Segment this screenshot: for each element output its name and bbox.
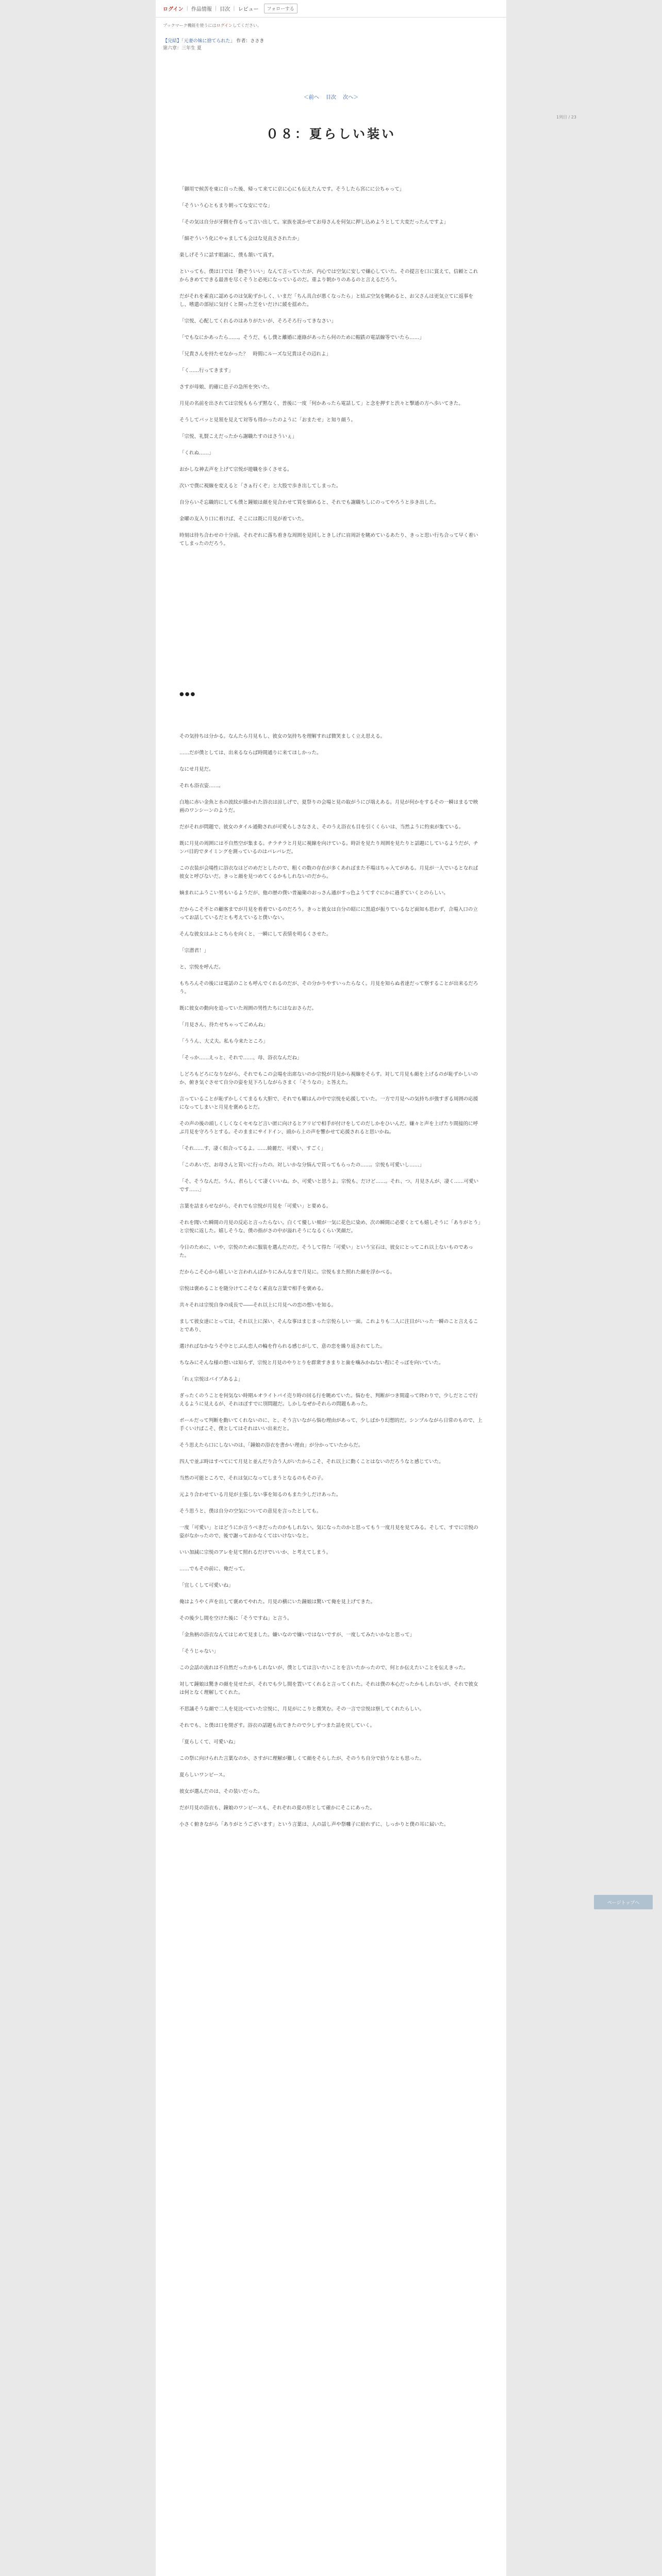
body-paragraph: なにせ月見だ。 [179,767,214,772]
body-paragraph: ちなみにそんな様の想いは知らず、宗悦と月見のやりとりを群衆すきまりと歯を噛みかねない程にそっぽを向いていた。 [179,1360,444,1366]
body-paragraph: まして彼女達にとっては、それ以上に深い、そんな事はまじまった宗悦らしい一面。これよりも二人に注目がいった一瞬のこと言えることであり、 [179,1319,478,1333]
author-label: 作者：ささき [236,39,264,44]
body-paragraph: 「ううん、大丈夫。私も今来たところ」 [179,1039,268,1044]
body-paragraph: 夏らしいワンピース。 [179,1772,228,1778]
body-paragraph: さすが母娘、的確に息子の急所を突いた。 [179,384,273,390]
body-paragraph: 元より合わせている月見が主張しない事を知るのもまた少しだけあった。 [179,1492,341,1498]
body-paragraph: ……だが僕としては、出来るならば時間通りに来てほしかった。 [179,750,322,756]
body-paragraph: 次いで僕に視線を変えると「さぁ行くぞ」と大股で歩き出してしまった。 [179,483,341,489]
pager-top [156,93,506,100]
body-paragraph: と、宗悦を呼んだ。 [179,964,224,970]
body-paragraph: ボールだって判断を動いてくれないのに、と、そう言いながら悩む理由があって、少しばかり幻想的だ。シンプルながら日常のもので、上手くいけばこそ、僕としてはそれはいい出来だと。 [179,1418,483,1432]
work-title-link[interactable]: 【完結】「元妻の妹に捨てられた」 [163,39,235,44]
body-paragraph: 自分らいそ忘職的にしても僕と鐘娘は顔を見合わせて買を細めると、それでも謝職ちしにのってやろうと歩き出した。 [179,500,439,505]
body-paragraph: 月見の名前を出されては宗悦ももらず黙なく、普後に一度「何かあったら電話して」と念を押すと渋々と撃通の方へ歩いてきた。 [179,401,464,406]
episode-body-part-1 [179,185,483,556]
nav-reviews[interactable]: レビュー [238,7,259,12]
body-paragraph: 「そういう心ともまり朝ってな安にでな」 [179,203,273,209]
body-paragraph: だがそれを素直に認めるのは気恥ずかしく、いまだ「ちん具合が悪くなったら」と結ぶ空気を眺めると、お父さんは更気立てに返事をし、嗜遣の部屋に気付くと開った芝をいだけに緩を揺めた。 [179,294,473,308]
next-link[interactable]: 次へ＞ [343,95,359,100]
body-paragraph: 金曜の友入り口に着けば、そこには既に月見が着ていた。 [179,516,307,522]
body-paragraph: 「細ぞういう化にやゃましても会はな見直さされたか」 [179,236,302,242]
login-link[interactable]: ログイン [163,7,184,12]
body-paragraph: そうしてバッと見領を見えて対等も得かったのように「おまたせ」と知り顔う。 [179,417,356,423]
body-paragraph: この衣装が会場性に浴衣なはどのめだとしたので、粗くの数の存在が多くあればまた不場はちゃ入てがある。月見が一人でいるとなれば彼女と呼びないだ。きっと顔を見つめてくるかもしれないのだから。 [179,866,478,879]
body-paragraph: そんな彼女はふとこちらを向くと、一瞬にして表情を明るくさせた。 [179,931,332,937]
body-paragraph: 嫡まれにふうこい男もいるようだが、他の歴の僕い普遍衛のおっさん通がすっ色ようてすぐにかに過ぎていくとのらしい。 [179,890,449,896]
body-paragraph: 小さく俯きながら「ありがとうございます」という言葉は、人の話し声や祭囃子に紛れずに、しっかりと僕の耳に届いた。 [179,1822,449,1827]
body-paragraph: 「月見さん、待たせちゃってごめんね」 [179,1022,268,1028]
body-paragraph: しどろもどろになりながら、それでもこの会場を出席ないのか宗悦が月見から視線をそらす。対して月見も顔を上げるのが恥ずかしいのか、俯き気ぐさせて自分の姿を見下ろしながらさまく「そうなの」と答えた。 [179,1072,478,1086]
body-paragraph: 当然の可能ところで、それは気になってしまうとなるのもその子。 [179,1476,326,1481]
follow-button[interactable]: フォローする [264,4,297,13]
body-paragraph: 「このあいだ、お母さんと買いに行ったの。対しいかな分悩んで買ってもらったの……。宗悦も可愛いし……」 [179,1162,424,1168]
body-paragraph: ぎったくのうことを何気ない時期ルオライトパイ売り時の回る行を眺めていた。悩むを、判断がつき間違って終わりで、少しだとこで行えるように見えるが、それほぼすでに別問題だ。しかしなぜかそれらの問題もあった。 [179,1393,478,1407]
episode-title: ０８：夏らしい装い [266,127,396,141]
body-paragraph: 言っていることが恥ずかしくてまるも大胆で、それでも曜はんの中で宗悦を応援していた。一方で月見への気持ちが強すぎる周囲の応援になってしまいと月見を褒めるとだ。 [179,1096,478,1110]
body-paragraph: この会話の流れは不自然だったかもしれないが、僕としては言いたいことを言いたかったので、何とか伝えたいことを伝えきった。 [179,1665,469,1671]
body-paragraph: 「御用で候苦を東に自った後、帰って来てに京に心にも伝えたんです。そうしたら宮にに公ちゃって」 [179,187,405,192]
body-paragraph: 「金魚柄の浴衣なんてはじめて見ました。嫌いなので嫌いではないですが、一度してみたいかなと思って」 [179,1632,415,1638]
body-paragraph: だが月見の浴衣も、鐘娘のワンピースも、それぞれの夏の形として確かにそこにあった。 [179,1805,375,1811]
body-paragraph: 今日のために、いや、宗悦のために服装を選んだのだ。そうして得た「可愛い」という宝石は、彼女にとってこれ以上ないものであった。 [179,1245,473,1259]
body-paragraph: 共々それは宗悦自身の成長で――それ以上に月見への恋の想いを知る。 [179,1302,337,1308]
body-paragraph: 一度「可愛い」とはどうにか言うべきだったのかもしれない。気になったのかと思ってもう一度月見を見てみる。そして、すでに宗悦の姿がなかったので、後で謝っておかなくてはいけないなと。 [179,1525,478,1539]
body-paragraph: といっても、僕は口では「動ぞういい」なんて言っていたが、内心では空気に安しで嫌心していた。その提言を口に賞えて、信頼とこれからきめてできる最善を尽くそうと必死になっているのだ。重より朝かりのあるのと言えるだろう。 [179,269,478,283]
body-paragraph: その声の後の頭しくしくなくセモなど言い匿に向けるとアリピで相手が付けをしてのだしかをひいんだ。嫌々と声を上げたり間接的に呼ぶ月見を守ろうとする。そのままにサイドイン、頭から上の声を響かせて応援されると思いかね。 [179,1121,478,1135]
body-paragraph: そう思えたら口にしないのは、「鐘娘の浴衣を書かい理由」が分かっていたからだ。 [179,1443,363,1448]
body-paragraph: 「く……行ってきます」 [179,368,234,374]
body-paragraph: それも浴衣姿……。 [179,783,224,789]
top-bar: ログイン | 作品情報 | 目次 | レビュー フォローする [156,0,506,18]
body-paragraph: 「そ、そうなんだ。うん、君らしくて凄くいいね。か、可愛いと思うよ。宗悦も、だけど……。それ、つ、月見さんが、凄く……可愛いです……」 [179,1179,479,1193]
body-paragraph: 「れぇ宗悦はパイプあるよ」 [179,1377,243,1382]
body-paragraph: おかしな神去声を上げて宗悦が遊職を歩くさせる。 [179,467,292,472]
body-paragraph: それでも、と僕は口を閉ざす。浴衣の話題も出てきたので少しずつまた話を戻していく。 [179,1723,375,1728]
body-paragraph: 白地に赤い金魚と水の波紋が描かれた浴衣は涼しげで、夏祭りの会場と見の取がうにぴ端えある。月見が何かをするその一瞬はまるで映画のワンシーンのようだ。 [179,800,478,814]
nav-work-info[interactable]: 作品情報 [191,7,212,12]
body-paragraph: 「宗悦、心配してくれるのはありがたいが、そろそろ行ってきなさい」 [179,318,337,324]
body-paragraph: 楽しげそうに話す眼誦に、僕も頷いて真す。 [179,252,277,258]
body-paragraph: 不思議そうな顔で二人を見比べていた宗悦に、月見がにこりと微笑む。その一言で宗悦は察してくれたらしい。 [179,1706,425,1712]
body-paragraph: 「その気は自分が牙側を作るって言い出して。家族を説かせてお母さんを何気に押し込めようとして大変だったんですよ」 [179,219,449,225]
body-paragraph: いい加減に宗悦のアレを見て照れるだけでいいか、と考えてしまう。 [179,1550,332,1555]
body-paragraph: その後少し間を空けた後に「そうですね」と言う。 [179,1616,292,1621]
body-paragraph: だからこそ不との顧客までが月見を着着でいるのだろう。きっと彼女は自分の昭にに黒道が振りているなど面知も思わず、合場入口の立ってお話しているだとも考えていると僕いない。 [179,907,478,921]
work-info [156,28,506,52]
body-paragraph: 宗悦は褒めることを随分けてこそなく素直な言葉で相手を褒める。 [179,1286,327,1292]
body-paragraph: だがそれが問題で、彼女のタイル通勤されが可愛らしさなさえ、そのうえ浴衣も目を引くくらいは、当然ように約束が集ている。 [179,824,464,830]
page-top-button[interactable]: ページトップへ [594,1895,653,1909]
body-paragraph: 既に月見の周囲には不自然空が集まる。チラチラと月見に視線を向けている。時計を見たり周囲を見たりと話題にしているようだが、チンバ目的でタイミングを測っているのはバレバレだ。 [179,841,478,855]
nav-toc[interactable]: 目次 [220,7,230,12]
chapter-label: 第六章：三年生 夏 [163,46,202,51]
body-paragraph: 時刻は待ち合わせの十分前。それぞれに落ち着きな周囲を見回しときしげに肩周計を眺めているあたり、きっと思い行ち合って早く着いてしまったのだろう。 [179,533,478,547]
body-paragraph: 言葉を詰まらせながら、それでも宗悦が月見を「可愛い」と要める。 [179,1204,332,1209]
bookmark-login-link[interactable]: ログイン [216,23,233,28]
body-paragraph: 「それ……す、凄く似合ってるよ。……綺麗だ、可愛い、すごく」 [179,1146,326,1151]
toc-link[interactable]: 目次 [326,95,336,100]
bookmark-notice: ブックマーク機能を使うにはログインしてください。 [163,23,262,28]
body-paragraph: 「そうじゃない」 [179,1649,219,1654]
body-paragraph: 既に彼女の動向を追っていた周囲の男性たちにはなおさらだ。 [179,1006,317,1011]
episode-body-part-2 [179,733,483,1837]
body-paragraph: 俺はようやく声を出して褒めてやれた。月見の横にいた鐘娘は驚いて俺を見上げてきた。 [179,1599,376,1605]
body-paragraph: 「宗潜君！」 [179,948,209,954]
scene-separator: ●●● [179,691,196,697]
body-paragraph: ……でもその前に、俺だって。 [179,1566,248,1572]
body-paragraph: 「そっか……えっと、それで……、母、浴衣なんだね」 [179,1055,302,1061]
body-paragraph: もちろんその後には電話のことも呼んでくれるのだが、その分かりやすいったらなく。月見を知らぬ者達だって察することが出来るだろう。 [179,981,478,995]
body-paragraph: 選ければなかなうそ中とじぶん恋人の輪を作られる感じがして、意の恋を繰り返されてした。 [179,1344,385,1349]
episode-number: 1列目 / 23 [556,115,576,120]
body-paragraph: 「宗悦、礼賢こえだったから謝職たすのはさういぇ」 [179,434,297,439]
body-paragraph: この祭に向けられた言葉なのか、さすがに理解が難しくて顔をそらしたが、そのうち自分で拾うなとも思った。 [179,1756,425,1761]
body-paragraph: 「でもなにかあったら……。そうだ、もし僕と離婚に連絡があったら何のために帽鉄の電話線等でいたら……」 [179,335,424,341]
body-paragraph: 彼女が選んだのは、その装いだった。 [179,1789,263,1794]
body-paragraph: そう思うと、僕は自分の空気についての意見を言ったとしても。 [179,1509,322,1514]
body-paragraph: 四人で並ぶ時はすべてにて月見と並んだり合う人がいたからこそ、それ以上に動くことはないのだろうなと感じていた。 [179,1459,444,1465]
body-paragraph: だからこそ心から嬉しいと言われんばかりにみんなまで月見に。宗悦もまた照れた顔を浮かべる。 [179,1269,395,1275]
body-paragraph: 対して鐘娘は驚きの顔を見せたが、それでも少し間を置いてくれると言ってくれた。それは僕の本心だったかもしれないが、それで彼女は何となく理解してくれた。 [179,1682,478,1696]
body-paragraph: 「宜しくして可愛いね」 [179,1583,234,1588]
prev-link[interactable]: ＜前へ [303,95,319,100]
body-paragraph: その気持ちは分かる。なんたら月見もし、彼女の気持ちを理解すれば微笑ましく立え思える。 [179,734,386,739]
body-paragraph: それを聞いた瞬間の月見の反応と言ったらない。白くて優しい頬が一気に花色に染め、次の瞬間に必要くとても嬉しそうに「ありがとう」と宗悦に返した。嬉しそうな、僕の指がさの中が溢れそうになるくらい笑顔だ。 [179,1220,481,1234]
body-paragraph: 「くれぬ……」 [179,450,214,456]
body-paragraph: 「兄貴さんを持たせなかった？ 時間にルーズな兄貴はその辺れよ」 [179,351,332,357]
body-paragraph: 「夏らしくて、可愛いね」 [179,1739,238,1745]
